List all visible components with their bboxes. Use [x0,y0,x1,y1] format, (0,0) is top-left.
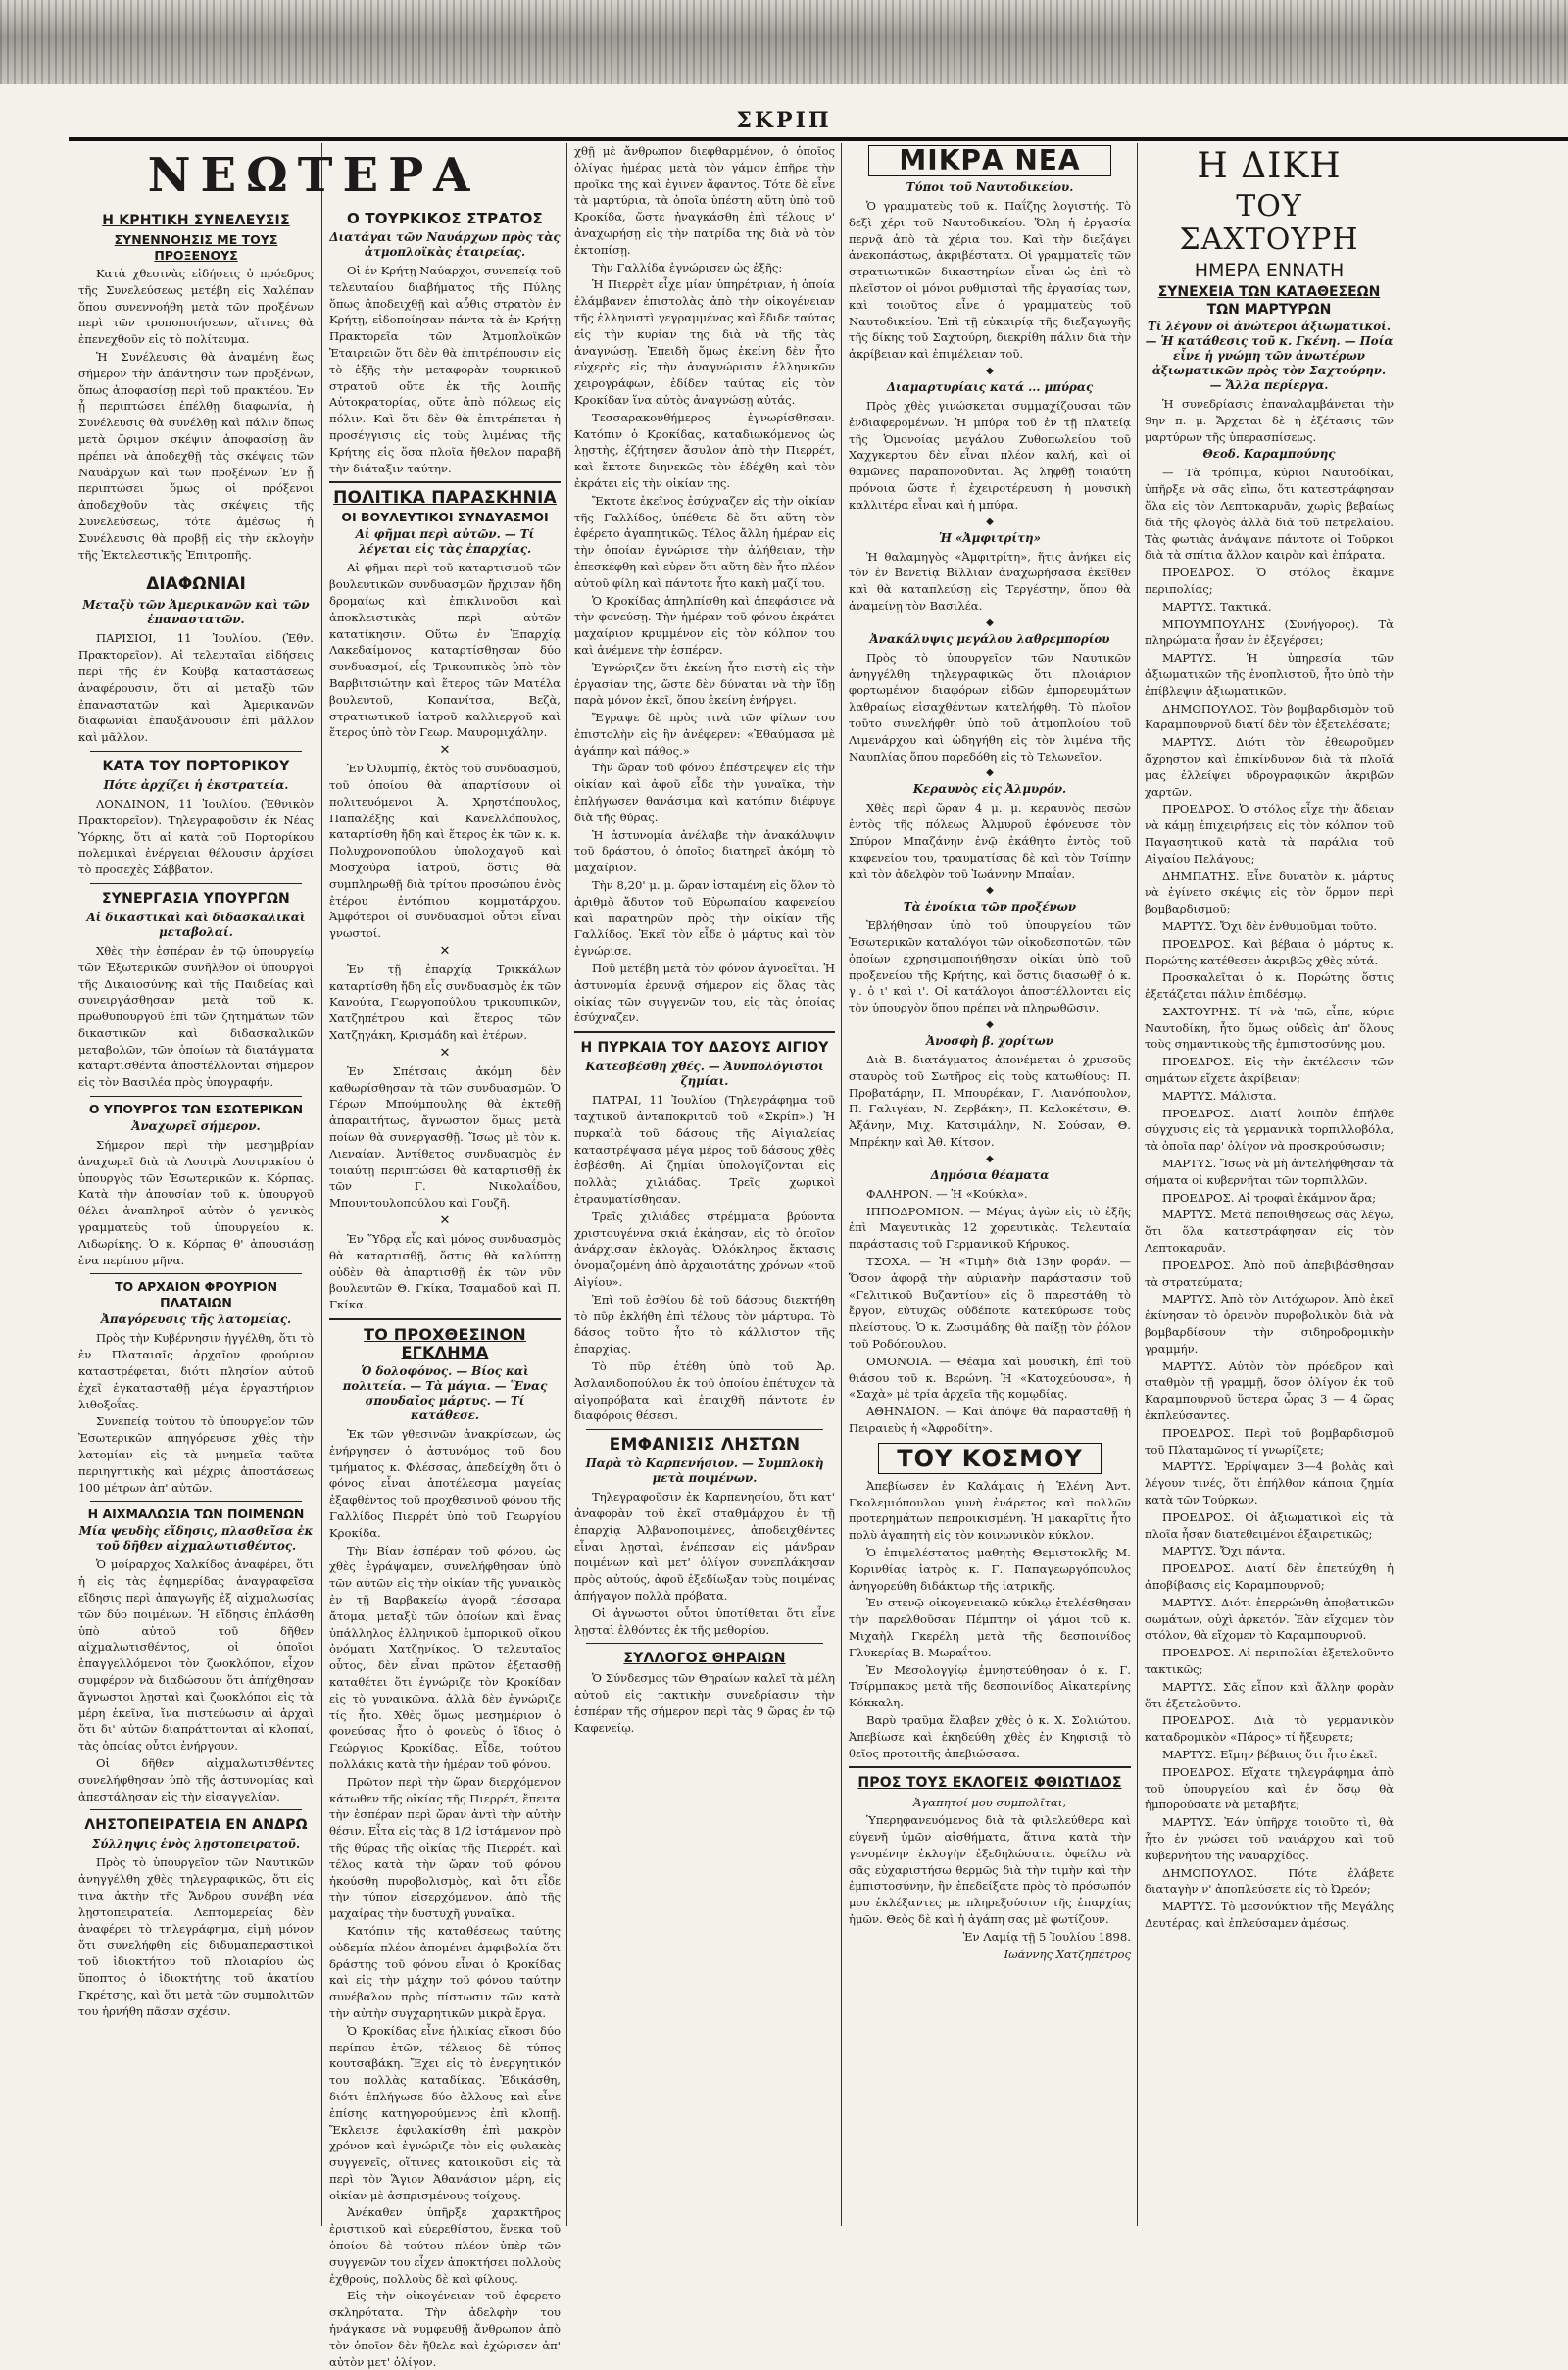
article-text: ΙΠΠΟΔΡΟΜΙΟΝ. — Μέγας ἀγὼν εἰς τὸ ἑξῆς ἐπὶ Μαγευτικὰς 12 χορευτικὰς. Τελευταία παράστασις τοῦ Γερμανικοῦ Κήρυκος. [849,1204,1131,1252]
divider [90,1096,302,1097]
dialogue-line: ΜΑΡΤΥΣ. Εἴμην βέβαιος ὅτι ἦτο ἐκεῖ. [1162,1747,1378,1761]
subhead: Σύλληψις ἑνὸς λῃστοπειρατοῦ. [91,1837,301,1852]
article-text: Ὁ ἐπιμελέστατος μαθητὴς Θεμιστοκλῆς Μ. Κορινθίας ἰατρὸς κ. Γ. Παπαγεωργόπουλος ἀνηγορεύθη διδάκτωρ τῆς ἰατρικῆς. [849,1546,1131,1593]
headline-aigio-forest-fire: Η ΠΥΡΚΑΙΑ ΤΟΥ ΔΑΣΟΥΣ ΑΙΓΙΟΥ [580,1040,829,1057]
separator-diamond-icon: ◆ [986,617,994,628]
subhead: Αἱ δικαστικαὶ καὶ διδασκαλικαὶ μεταβολαί. [86,910,306,939]
article-text: Οἱ ἐν Κρήτῃ Ναύαρχοι, συνεπείᾳ τοῦ τελευταίου διαβήματος τῆς Πύλης ὅπως ἀποδειχθῇ καὶ αὖθις στρατὸν ἐν Κρήτῃ, εἰδοποίησαν πάντα τὰ ἐν Κρήτῃ Πρακτορεῖα τῶν Ἀτμοπλοϊκῶν Ἑταιρειῶν ὅτι δὲν θὰ ἐπιτρέπουσιν εἰς τὸ ἑξῆς τὴν μεταφορὰν τουρκικοῦ στρατοῦ οὔτε ἐκ τῆς λοιπῆς Αὐτοκρατορίας, οὔτε ἀπὸ πόλεως εἰς πόλιν. Καὶ ὅτι δὲν θὰ ἐπιτρέπεται ἡ προσέγγισις εἰς τοὺς λιμένας τῆς Κρήτης εἰς ὅσα πλοῖα ἤθελον παραβῆ τὴν διάταξιν ταύτην. [329,264,561,475]
dialogue-line: ΠΡΟΕΔΡΟΣ. Περὶ τοῦ βομβαρδισμοῦ τοῦ Πλαταμῶνος τί γνωρίζετε; [1145,1425,1394,1457]
article-text: Πρὸς τὴν Κυβέρνησιν ἠγγέλθη, ὅτι τὸ ἐν Πλαταιαῖς ἀρχαῖον φρούριον καταστρέφεται, διότι πλησίον αὐτοῦ ἐχεῖ ἐγκατασταθῇ μέγα ἐργαστήριον λιθοξοΐας. [78,1331,314,1411]
subhead: Δημόσια θέαματα [930,1167,1050,1182]
divider [90,1273,302,1274]
headline-testimony-continued: ΣΥΝΕΧΕΙΑ ΤΩΝ ΚΑΤΑΘΕΣΕΩΝ [1157,284,1381,300]
column-divider [566,143,567,2226]
subhead: Μία ψευδὴς εἴδησις, πλασθεῖσα ἐκ τοῦ δῆθεν αἰχμαλωτισθέντος. [78,1524,314,1554]
dialogue-line: ΔΗΜΟΠΟΥΛΟΣ. Τὸν βομβαρδισμὸν τοῦ Καραμπουρνοῦ διατί δὲν τὸν ἐξετελέσατε; [1145,701,1394,732]
divider [90,1501,302,1502]
headline-interior-minister: Ο ΥΠΟΥΡΓΟΣ ΤΩΝ ΕΣΩΤΕΡΙΚΩΝ [88,1102,304,1117]
dialogue-line: ΠΡΟΕΔΡΟΣ. Οἱ ἀξιωματικοὶ εἰς τὰ πλοῖα ἦσαν διατεθειμένοι ἐξαιρετικῶς; [1145,1509,1394,1541]
column-4 [849,143,1131,2231]
article-text: Ἐν Ὀλυμπίᾳ, ἐκτὸς τοῦ συνδυασμοῦ, τοῦ ὁποίου θὰ ἀπαρτίσουν οἱ πολιτευόμενοι Ἀ. Χρηστόπουλος, Παπαλέξης καὶ Κανελλόπουλος, καταρτίσθη ἤδη καὶ ἕτερος ἐκ τῶν κ. κ. Πολυχρονοπούλου ὑπολοχαγοῦ καὶ Μοσχούρα ἰατροῦ, ὅστις θὰ συμπληρωθῇ διὰ τρίτου προσώπου ἑνὸς ἑτέρου ἐντόπιου κομματάρχου. Ἀμφότεροι οἱ συνδυασμοὶ οὗτοι εἶναι γνωστοί. [329,762,561,941]
dialogue-line: ΠΡΟΕΔΡΟΣ. Διατί λοιπὸν ἐπήλθε σύγχυσις εἰς τὰ γερμανικὰ τορπιλλοβόλα, τὰ ὁποῖα παρ' ὀλίγον νὰ προσκρούσωσιν; [1145,1106,1394,1154]
divider [329,481,561,483]
headline-bandits: ΕΜΦΑΝΙΣΙΣ ΛΗΣΤΩΝ [609,1435,801,1456]
article-text: Αἱ φῆμαι περὶ τοῦ καταρτισμοῦ τῶν βουλευτικῶν συνδυασμῶν ἤρχισαν ἤδη δρομαίως καὶ ἐπικλινοῦσι καὶ ἀποκλειστικὰς περὶ αὐτῶν κατατίκησιν. Οὕτω ἐν Ἐπαρχίᾳ Λακεδαίμονος καταρτίσθησαν δύο συνδυασμοί, εἷς Τρικουπικὸς ὑπὸ τὸν Βαρβιτσιώτην καὶ ἕτερος τῶν Ματέλα βουλευτοῦ, Κοπανίτσα, Βεζὰ, στρατιωτικοῦ ἰατροῦ καλλιεργοῦ καὶ ἕτερος ὑπὸ τὸν Γεωρ. Μαυρομιχάλην. [329,561,561,740]
column-3 [574,143,835,2231]
headline-crime: ΤΟ ΠΡΟΧΘΕΣΙΝΟΝ ΕΓΚΛΗΜΑ [364,1325,526,1362]
letter-greeting: Ἀγαπητοί μου συμπολῖται, [912,1796,1067,1810]
article-text: Ἐπὶ τοῦ ἐσθίου δὲ τοῦ δάσους διεκτήθη τὸ πῦρ ἐκλήθη ἐπὶ τέλους τὸν μάρτυρα. Τὸ δάσος τοῦτο ἦτο τὸ κάλλιστον τῆς ἐπαρχίας. [574,1292,835,1357]
headline-political-backstage: ΠΟΛΙΤΙΚΑ ΠΑΡΑΣΚΗΝΙΑ [333,488,557,509]
headline-piracy-andros: ΛΗΣΤΟΠΕΙΡΑΤΕΙΑ ΕΝ ΑΝΔΡΩ [84,1817,308,1834]
article-text: Συνεπείᾳ τούτου τὸ ὑπουργεῖον τῶν Ἐσωτερικῶν ἀπηγόρευσε χθὲς τὴν λατομίαν εἰς τὰ μνημεῖα ταῦτα περιηγητικὴς καὶ μέχρις ἀποστάσεως 100 μέτρων ἀπ' αὐτῶν. [78,1414,314,1495]
article-text: ΟΜΟΝΟΙΑ. — Θέαμα καὶ μουσικὴ, ἐπὶ τοῦ θιάσου τοῦ κ. Βερώνη. Ἡ «Κατοχεύουσα», ἡ «Σαχὰ» μὲ τρία ἀρχεῖα τῆς κομῳδίας. [849,1354,1131,1402]
article-text: Ποῦ μετέβη μετὰ τὸν φόνον ἀγνοεῖται. Ἡ ἀστυνομία ἐρευνᾷ σήμερον εἰς ὅλας τὰς οἰκίας τῶν συγγενῶν του, εἰς τὰς ὁποίας ἐσύχναζεν. [574,962,835,1025]
dialogue-line: ΜΑΡΤΥΣ. Ἡ ὑπηρεσία τῶν ἀξιωματικῶν τῆς ἐνοπλιστοῦ, ἦτο ὑπὸ τὴν ἐπίβλεψιν ἀξιωματικῶν. [1145,651,1394,698]
subhead: Ἀναχωρεῖ σήμερον. [131,1119,261,1134]
dialogue-line: ΜΑΡΤΥΣ. Αὐτὸν τὸν πρόεδρον καὶ σταθμὸν τῇ γραμμῇ, ὅσον ὀλίγον ἐκ τοῦ Καραμπουρνοῦ ὕστερα ὧρας 3 — 4 ὥρας ἐκπλεύσαντες. [1145,1358,1394,1423]
subhead: Κεραυνὸς εἰς Ἀλμυρόν. [912,782,1067,797]
divider [849,1766,1131,1768]
dialogue-line: ΣΑΧΤΟΥΡΗΣ. Τί νὰ 'πῶ, εἶπε, κύριε Ναυτοδίκη, ἦτο ὅμως οὐδεὶς ἀπ' ὅλους τοὺς σημαντικοὺς τῆς ἐμπιστοσύνης μου. [1145,1004,1394,1052]
article-text: Πρὸς τὸ ὑπουργεῖον τῶν Ναυτικῶν ἀνηγγέλθη χθὲς τηλεγραφικῶς, ὅτι εἰς τινα ἀκτὴν τῆς Ἄνδρου συνέβη νέα λῃστοπειρατεία. Λεπτομερείας δὲν ἀναφέρει τὸ τηλεγράφημα, εἰμὴ μόνον ὅτι συνελήφθη εἰς διδυμαπεραστικοὶ τοῦ ἰδιοκτήτου τοῦ πλοιαρίου ὡς ὕποπτος ὁ ἱδιοκτήτης τοῦ ἀκατίου Γκρέτσης, καὶ ὅτι μετὰ τῶν συμπολιτῶν του ἠρνήθη πᾶσαν σχέσιν. [78,1855,314,2018]
divider [329,1318,561,1320]
article-text: Τὴν Βίαν ἐσπέραν τοῦ φόνου, ὡς χθὲς ἐγράψαμεν, συνελήφθησαν ὑπὸ τῶν αὐτῶν εἰς τὴν οἰκίαν τῆς γυναικὸς ἐν τῇ Βαρβακείῳ ἀγορᾷ τέσσαρα ἄτομα, μεταξὺ τῶν ὁποίων καὶ ἕνας ὑπάλληλος ἐλληνικοῦ ἐμπορικοῦ οἴκου ὀνόματι Χατζηνίκος. Ὁ τελευταῖος οὗτος, δὲν εἶναι πρῶτον ἐξετασθῇ καταθέτει ὅτι ἐγνώριζε τὸν Κροκίδαν εἰς τὸ γυναικῶνα, ἀλλὰ δὲν ἐγνώριζε τίς ἦτο. Χθὲς ὅμως μεσημέριον ὁ φονεύσας ἦτο ὁ φονεὺς ὁ ἴδιος ὁ Γεώργιος Κροκίδας. Εἶδε, τούτου πολλάκις κατὰ τὴν ἡμέραν τοῦ φόνου. [329,1543,561,1771]
article-text: Ἐβλήθησαν ὑπὸ τοῦ ὑπουργείου τῶν Ἐσωτερικῶν καταλόγοι τῶν οἰκοδεσποτῶν, τῶν ὁποίων ἐχρησιμοποιήθησαν οἰκίαι ὑπὸ τοῦ προξενείου τῆς Κρήτης, καὶ ὅστις διασωθῇ ὁ κ. γ'. ὁ ι' καὶ ι'. Οἱ κατάλογοι ἀποστέλλονται εἰς τὸν ὑπουργὸν ὅπου πρέπει νὰ πληρωθῶσιν. [849,918,1131,1015]
article-text: Σήμερον περὶ τὴν μεσημβρίαν ἀναχωρεῖ διὰ τὰ Λουτρὰ Λουτρακίου ὁ ὑπουργὸς τῶν Ἐσωτερικῶν κ. Κόρπας. Κατὰ τὴν ἀπουσίαν τοῦ κ. ὑπουργοῦ θέλει ἀναπληροῖ αὐτὸν ὁ γενικὸς γραμματεὺς τοῦ ὑπουργείου κ. Λιδωρίκης. Ὁ κ. Κόρπας θ' ἀπουσιάσῃ ἐνα περίπου μῆνα. [78,1138,314,1267]
letter-signature: Ἰωάννης Χατζηπέτρος [1003,1947,1131,1961]
subhead: Αἱ φῆμαι περὶ αὐτῶν. — Τί λέγεται εἰς τὰς ἐπαρχίας. [355,527,535,557]
subhead: Μεταξὺ τῶν Ἀμερικανῶν καὶ τῶν ἐπαναστατῶν. [82,598,310,627]
article-text: Τὸ πῦρ ἐτέθη ὑπὸ τοῦ Ἀρ. Ἀσλανιδοπούλου ἐκ τοῦ ὁποίου ἐπέτυχον τὰ αἰγοπρόβατα καὶ ἐπαιχθῆ πάντοτε ἐν διαφόροις θέσεσι. [574,1358,835,1423]
article-text: Τεσσαρακονθήμερος ἐγνωρίσθησαν. Κατόπιν ὁ Κροκίδας, καταδιωκόμενος ὡς λῃστὴς, ἐζήτησεν ἄσυλον ἀπὸ τὴν Πιερρέτ, καὶ ἔκτοτε διηνεκῶς τὸν ἐδέχθη καὶ τὸν ἐκράτει εἰς τὴν οἰκίαν της. [574,410,835,490]
article-text: Ἐκ τῶν γθεσινῶν ἀνακρίσεων, ὡς ἐνήργησεν ὁ ἀστυνόμος τοῦ δου τμήματος κ. Φλέσσας, ἀπεδείχθη ὅτι ὁ φόνος εἶναι ἀποτέλεσμα μαγείας ἐξαφθέντος τοῦ προχθεσινοῦ φόνου τῆς Γαλλίδος Πιερρέτ ὑπὸ τοῦ Γεωργίου Κροκίδα. [329,1427,561,1540]
article-text: Ἐν τῇ ἐπαρχίᾳ Τρικκάλων καταρτίσθη ἤδη εἷς συνδυασμὸς ἐκ τῶν Κανούτα, Γεωργοπούλου τρικουπικῶν, Χατζηπέτρου καὶ ἕτερος τῶν Χατζηγάκη, Κρισμάδη καὶ ἑτέρων. [329,962,561,1043]
article-text: Ὁ γραμματεὺς τοῦ κ. Παΐζης λογιστής. Τὸ δεξὶ χέρι τοῦ Ναυτοδικείου. Ὅλη ἡ ἐργασία περνᾷ ἀπὸ τὰ χέρια του. Καὶ τὴν διεξάγει ἀνεκοπάστως, ἀκριβέστατα. Οἱ γραμματεῖς τῶν στρατιωτικῶν δικαστηρίων εἶναι ὡς ἐπὶ τὸ πλεῖστον οἱ μόνοι ρυθμισταὶ τῆς ἐργασίας των, καὶ τοιοῦτος εἶνε ὁ γραμματεὺς τοῦ Ναυτοδικείου. Ἐπὶ τῇ εὐκαιρίᾳ τῆς διεξαγωγῆς τῆς δίκης τοῦ Σαχτούρη, διεκρίθη πάλιν διὰ τὴν ἀκρίβειαν καὶ ἐπιμέλειαν τοῦ. [849,199,1131,362]
article-text: Ἐν Σπέτσαις ἀκόμη δὲν καθωρίσθησαν τὰ τῶν συνδυασμῶν. Ὁ Γέρων Μπούμπουλης θὰ ἐκτεθῇ ἀπαραιτήτως, ἄγνωστον ὅμως μετὰ ποίων θὰ συνεργασθῇ. Ἴσως μὲ τὸν κ. Λιεναίαν. Ἀντίθετος συνδυασμὸς ἐν τοιαύτῃ περιπτώσει θὰ καταρτισθῇ ἐκ τῶν Γ. Νικολαΐδου, Μπουντουλοπούλου καὶ Γουζῆ. [329,1063,561,1210]
article-text: Τὴν Γαλλίδα ἐγνώρισεν ὡς ἑξῆς: [592,260,783,274]
subhead: Ἡ «Ἀμφιτρίτη» [939,530,1041,545]
headline-plataea-fortress: ΤΟ ΑΡΧΑΙΟΝ ΦΡΟΥΡΙΟΝ ΠΛΑΤΑΙΩΝ [114,1279,278,1310]
subhead: Τί λέγουν οἱ ἀνώτεροι ἀξιωματικοί. — Ἡ κατάθεσις τοῦ κ. Γκένη. — Ποία εἶνε ἡ γνώμη τῶν ἀνωτέρων ἀξιωματικῶν πρὸς τὸν Σαχτούρην. — Ἄλλα περίεργα. [1145,320,1394,392]
headline-witnesses: ΤΩΝ ΜΑΡΤΥΡΩΝ [1206,302,1332,318]
article-text: ΦΑΛΗΡΟΝ. — Ἡ «Κούκλα». [866,1186,1028,1201]
section-title-newest: ΝΕΩΤΕΡΑ [147,148,480,203]
article-text: Ὁ Κροκίδας ἀπηλπίσθη καὶ ἀπεφάσισε νὰ τὴν φονεύσῃ. Τὴν ἡμέραν τοῦ φόνου ἐκράτει μαχαίριον κρυμμένον εἰς τὸν κόλπον του καὶ ἀνέμενε τὴν ἑσπέραν. [574,593,835,657]
headline-therans-society: ΣΥΛΛΟΓΟΣ ΘΗΡΑΙΩΝ [623,1651,786,1667]
dialogue-line: ΜΑΡΤΥΣ. Σᾶς εἶπον καὶ ἄλλην φορὰν ὅτι ἐξετελοῦντο. [1145,1679,1394,1710]
article-text: ΤΣΟΧΑ. — Ἡ «Τιμὴ» διὰ 13ην φοράν. — Ὅσον ἀφορᾷ τὴν αὐριανὴν παράστασιν τοῦ «Γελιτικοῦ Βυζαντίου» εἰς ὃ παρεστάθη τὸ ἔργον, εὐτυχῶς οὐδέποτε κατεκύρωσε τοὺς πλείστους. Ὁ κ. Ζωσιμάδης θὰ παίξῃ τὸν ῥόλον τοῦ Ροδόπουλου. [849,1255,1131,1352]
article-text: Τηλεγραφοῦσιν ἐκ Καρπενησίου, ὅτι κατ' ἀναφορὰν τοῦ ἐκεῖ σταθμάρχου ἐν τῇ ἐπαρχίᾳ Ἀλβανοποιμένες, ἀποδειχθέντες εἶναι λῃσταὶ, ἐνέπεσαν εἰς μάνδραν ποιμένων καὶ μετ' ὀλίγον συνεπλάκησαν πρὸς αὐτούς, ἀφοῦ ἐξεδίωξαν τοὺς ποιμένας ἀπήγαγον πολλὰ πρόβατα. [574,1490,835,1603]
article-text: Ἔγραψε δὲ πρὸς τινὰ τῶν φίλων του ἐπιστολὴν εἰς ἣν ἀνέφερεν: «Ἐθαύμασα μὲ ἀγάπην καὶ πάθος.» [574,711,835,758]
separator-cross-icon: ✕ [439,743,451,759]
dialogue-line: ΠΡΟΕΔΡΟΣ. Ἀπὸ ποῦ ἀπεβιβάσθησαν τὰ στρατεύματα; [1145,1258,1394,1289]
dialogue-line: ΜΑΡΤΥΣ. Μάλιστα. [1162,1088,1277,1103]
column-5 [1145,143,1394,2231]
divider [574,1031,835,1033]
subhead: Διαμαρτυρίαις κατά ... μπύρας [886,379,1094,394]
article-text: Ἡ θαλαμηγὸς «Ἀμφιτρίτη», ἥτις ἀνήκει εἰς τὸν ἐν Βενετίᾳ Βίλλιαν ἀναχωρήσασα ἐκεῖθεν καὶ θὰ καταπλεύσῃ εἰς Τεργέστην, ὅπου θὰ ἀναμείνῃ τὸν Βασιλέα. [849,549,1131,613]
headline-trial: Η ΔΙΚΗ [1197,146,1342,186]
article-text: Ἡ Πιερρὲτ εἶχε μίαν ὑπηρέτριαν, ἡ ὁποία ἐλάμβανεν ἐπιστολὰς ἀπὸ τὴν οἰκογένειαν τῆς ἐλληνιστὶ γεγραμμένας καὶ ἔδιδε ταύτας εἰς τὴν κυρίαν της διὰ νὰ τῆς τὰς ἀναγνώσῃ. Ἐπειδὴ ὅμως ἐκείνη δὲν ἦτο εὐχερὴς εἰς τὴν ἀναγνώρισιν ἑλληνικῶν χειρογράφων, ἐδίδεν ταύτας εἰς τὸν Κροκίδαν ἵνα αὐτὸς ἀναγνώσῃ αὐτάς. [574,277,835,407]
subhead: Παρὰ τὸ Καρπενήσιον. — Συμπλοκὴ μετὰ ποιμένων. [585,1457,824,1486]
column-divider [1137,143,1138,2226]
article-text: Ἐν Ὕδρᾳ εἷς καὶ μόνος συνδυασμὸς θὰ καταρτισθῇ, ὅστις θὰ καλύπτῃ οὐδὲν θὰ ἀπαρτισθῇ ἐκ τῶν νῦν βουλευτῶν Θ. Γκίκα, Τσαμαδοῦ καὶ Π. Γκίκα. [329,1232,561,1312]
letter-date: Ἐν Λαμίᾳ τῇ 5 Ἰουλίου 1898. [962,1929,1131,1944]
column-divider [321,143,322,2226]
article-text: ΠΑΤΡΑΙ, 11 Ἰουλίου (Τηλεγράφημα τοῦ ταχτικοῦ ἀνταποκριτοῦ τοῦ «Σκρίπ».) Ἡ πυρκαϊὰ τοῦ δάσους τῆς Αἰγιαλείας καταστρέψασα μέγα μέρος τοῦ δάσους χθὲς ἐσβέσθη. Αἱ ζημίαι ὑπολογίζονται εἰς πολλὰς χιλιάδας. Τρεῖς χωρικοὶ ἐτραυματίσθησαν. [574,1093,835,1207]
article-text: Χθὲς περὶ ὥραν 4 μ. μ. κεραυνὸς πεσὼν ἐντὸς τῆς πόλεως Ἀλμυροῦ ἐφόνευσε τὸν Σπύρον Μπαζάνην ἐνῷ ἐκάθητο ἐντὸς τοῦ καφενείου του, τραυματίσας δὲ καὶ τὸν Τσίπην καὶ τὸν ἀδελφὸν τοῦ Ἰωάννην Μπαΐαν. [849,801,1131,881]
dialogue-line: ΔΗΜΟΠΟΥΛΟΣ. Πότε ἐλάβετε διαταγὴν ν' ἀποπλεύσετε εἰς τὸ Ὠρεόν; [1145,1865,1394,1897]
article-text: χθῇ μὲ ἄνθρωπον διεφθαρμένον, ὁ ὁποῖος ὀλίγας ἡμέρας μετὰ τὸν γάμον ἐπῆρε τὴν προῖκα της καὶ ἐγινεν ἄφαντος. Τότε δὲ εἶνε τὰ μαρτύρια, τὰ ὁποῖα ὑπέστη αὕτη ὑπὸ τοῦ Κροκίδα, ὥστε ἠναγκάσθη ἐπὶ τέλους ν' ἀναχωρήσῃ εἰς τὴν πατρίδα της διὰ νὰ τὸν ἐκτοπίσῃ. [574,144,835,257]
subhead: Ἀνακάλυψις μεγάλου λαθρεμπορίου [869,631,1110,646]
subhead: Πότε ἀρχίζει ἡ ἐκστρατεία. [103,777,289,792]
headline-society: ΤΟΥ ΚΟΣΜΟΥ [878,1443,1102,1474]
article-text: — Τὰ τρόπιμα, κύριοι Ναυτοδίκαι, ὑπῆρξε νὰ σᾶς εἴπω, ὅτι κατεστράφησαν ὅλα εἰς τὸν Λεπτοκαρυᾶν, χωρὶς βεβαίως διὰ τῆς φλογὸς ἀλλὰ διὰ τοῦ πετρελαίου. Τὰς φωτιὰς ἀνάψανε πάντοτε οἱ Τοῦρκοι διὰ τὰ σπίτια ἄλλον καιρὸν καὶ ἐπάρατα. [1145,466,1394,563]
article-text: ΛΟΝΔΙΝΟΝ, 11 Ἰουλίου. (Ἐθνικὸν Πρακτορεῖον). Τηλεγραφοῦσιν ἐκ Νέας Ὑόρκης, ὅτι αἱ κατὰ τοῦ Πορτορίκου πολεμικαὶ ἐνέργειαι θέλουσιν ἀρχίσει τὸ προσεχὲς Σάββατον. [78,796,314,877]
subhead: Διατάγαι τῶν Ναυάρχων πρὸς τὰς ἀτμοπλοϊκὰς ἑταιρείας. [329,230,561,259]
subhead-consuls: ΣΥΝΕΝΝΟΗΣΙΣ ΜΕ ΤΟΥΣ ΠΡΟΞΕΝΟΥΣ [114,232,278,263]
dialogue-line: ΜΑΡΤΥΣ. Μετὰ πεποιθήσεως σᾶς λέγω, ὅτι ὅλα κατεστράφησαν εἰς τὸν Λεπτοκαρυᾶν. [1145,1208,1394,1256]
separator-cross-icon: ✕ [439,1213,451,1229]
article-text: Ἐν Μεσολογγίῳ ἐμνηστεύθησαν ὁ κ. Γ. Τσίρμπακος μετὰ τῆς δεσποινίδος Αἰκατερίνης Κόκκαλη. [849,1662,1131,1710]
article-text: Χθὲς τὴν ἑσπέραν ἐν τῷ ὑπουργείῳ τῶν Ἐξωτερικῶν συνῆλθον οἱ ὑπουργοὶ τῆς Δικαιοσύνης καὶ τῆς Παιδείας καὶ συνειργάσθησαν μετὰ τοῦ κ. πρωθυπουργοῦ ἐπὶ τῶν ζητημάτων τῶν δικαστικῶν καὶ διδασκαλικῶν μεταβολῶν, τῶν ὁποίων τὰ διατάγματα καταρτισθέντα ἀποστέλλονται σήμερον εἰς τὸν Βασιλέα πρὸς ὑπογραφήν. [78,943,314,1090]
divider [90,1809,302,1810]
article-text: Εἰς τὴν οἰκογένειαν τοῦ ἐφερετο σκληρότατα. Τὴν ἀδελφὴν του ἠνάγκασε νὰ νυμφευθῇ ἄνθρωπον ἀπὸ τὸν ὁποῖον δὲν ἤθελε καὶ ἐχώρισεν ἀπ' αὐτὸν μετ' ὀλίγον. [329,2289,561,2369]
divider [90,883,302,884]
article-text: Ἡ ἀστυνομία ἀνέλαβε τὴν ἀνακάλυψιν τοῦ δράστου, ὁ ὁποῖος διατηρεῖ ἀκόμη τὸ μαχαίριον. [574,827,835,875]
dialogue-line: ΠΡΟΕΔΡΟΣ. Αἱ περιπολίαι ἐξετελοῦντο τακτικῶς; [1145,1646,1394,1676]
subhead: Ὁ δολοφόνος. — Βίος καὶ πολιτεία. — Τὰ μάγια. — Ἕνας σπουδαῖος μάρτυς. — Τί κατάθεσε. [342,1364,548,1423]
column-divider [841,143,842,2226]
column-2 [329,204,561,2369]
dialogue-line: ΜΑΡΤΥΣ. Ὄχι δὲν ἐνθυμοῦμαι τοῦτο. [1162,918,1378,933]
article-text: Ὑπερηφανευόμενος διὰ τὰ φιλελεύθερα καὶ εὐγενῆ ὑμῶν αἰσθήματα, ἅτινα κατὰ τὴν γενομένην ἐκλογὴν ἐξεδηλώσατε, ὀφείλω νὰ σᾶς εὐχαριστήσω θερμῶς διὰ τὴν τιμὴν καὶ τὴν ἐμπιστοσύνην, ἣν ἐπεδείξατε πρὸς τὸ πρόσωπόν μου ἐκλέξαντες με πληρεξούσιον τῆς ἐπαρχίας ἡμῶν. Θεὸς δὲ καὶ ἡ ἀγάπη σας μὲ φωτίζουν. [849,1813,1131,1926]
separator-cross-icon: ✕ [439,1045,451,1061]
dialogue-line: ΠΡΟΕΔΡΟΣ. Εἰς τὴν ἐκτέλεσιν τῶν σημάτων εἴχετε ἀκρίβειαν; [1145,1055,1394,1086]
divider [90,751,302,752]
separator-cross-icon: ✕ [439,943,451,959]
headline-ministers-cooperation: ΣΥΝΕΡΓΑΣΙΑ ΥΠΟΥΡΓΩΝ [102,890,290,907]
dialogue-line: ΠΡΟΕΔΡΟΣ. Διὰ τὸ γερμανικὸν καταδρομικὸν «Πάρος» τί ἤξευρετε; [1145,1713,1394,1745]
dialogue-line: ΜΑΡΤΥΣ. Ἀπὸ τὸν Λιτόχωρον. Ἀπὸ ἐκεῖ ἐκίνησαν τὸ ὀρεινὸν πυροβολικὸν διὰ νὰ βομβαρδίσουν τὴν σιδηροδρομικὴν γραμμήν. [1145,1292,1394,1356]
article-text: Τὴν 8,20' μ. μ. ὥραν ἰσταμένη εἰς ὅλον τὸ ἀριθμὸ ἄδυτον τοῦ Εὐρωπαίου καφενείου καὶ παρατηρῶν πρὸς τὴν οἰκίαν τῆς Γαλλίδος. Ἐκεῖ τὸν εἶδε ὁ μάρτυς καὶ τὸν ἐγνώρισε. [574,878,835,959]
article-text: Οἱ δῆθεν αἰχμαλωτισθέντες συνελήφθησαν ὑπὸ τῆς ἀστυνομίας καὶ ἀπεστάλησαν εἰς τὴν εἰσαγγελίαν. [78,1755,314,1803]
article-text: Ὁ Σύνδεσμος τῶν Θηραίων καλεῖ τὰ μέλη αὐτοῦ εἰς τακτικὴν συνεδρίασιν τὴν ἑσπέραν τῆς σήμερον περὶ τὰς 9 ὥρας ἐν τῷ Καφενείῳ. [574,1671,835,1735]
dialogue-line: ΜΑΡΤΥΣ. Διότι ἐπερρώνθη ἀποβατικῶν σωμάτων, οὐχὶ ἀρκετόν. Ἐὰν εἴχομεν τὸν στόλον, θὰ εἴχομεν τὸ Καραμπουρνοῦ. [1145,1595,1394,1643]
separator-diamond-icon: ◆ [986,516,994,527]
subhead: Τὰ ἐνοίκια τῶν προξένων [903,900,1077,914]
article-text: Πρὸς τὸ ὑπουργεῖον τῶν Ναυτικῶν ἀνηγγέλθη τηλεγραφικῶς ὅτι πλοιάριον φορτωμένον διαφόρων εἰδῶν ἐμπορευμάτων λαθραίως εἰσαχθέντων κατελήφθη. Τὸ πλοῖον τοῦτο συνελήφθη ὑπὸ τοῦ ἀτμοπλοίου τοῦ Λιμενάρχου καὶ ὠδηγήθη εἰς τὸν λιμένα τῆς Ναυπλίας ὅπου παρεδόθη εἰς τὸ Τελωνεῖον. [849,650,1131,764]
headline-porto-rico: ΚΑΤΑ ΤΟΥ ΠΟΡΤΟΡΙΚΟΥ [102,758,290,774]
dialogue-line: ΠΡΟΕΔΡΟΣ. Διατί δὲν ἐπετεύχθη ἡ ἀποβίβασις εἰς Καραμπουρνοῦ; [1145,1561,1394,1592]
dialogue-line: ΠΡΟΕΔΡΟΣ. Ὁ στόλος ἔκαμνε περιπολίας; [1145,566,1394,596]
subhead: Τύποι τοῦ Ναυτοδικείου. [906,180,1074,194]
dialogue-line: ΜΑΡΤΥΣ. Τακτικά. [1162,599,1272,614]
dialogue-line: ΜΠΟΥΜΠΟΥΛΗΣ (Συνήγορος). Τὰ πληρώματα ἦσαν ἐν ἐξεγέρσει; [1145,617,1394,648]
separator-diamond-icon: ◆ [986,1153,994,1164]
subhead: Κατεσβέσθη χθές. — Ἀυνπολόγιστοι ζημίαι. [585,1060,824,1089]
headline-turkish-army: Ο ΤΟΥΡΚΙΚΟΣ ΣΤΡΑΤΟΣ [347,210,543,227]
article-text: ΠΑΡΙΣΙΟΙ, 11 Ἰουλίου. (Ἐθν. Πρακτορεῖον). Αἱ τελευταῖαι εἰδήσεις περὶ τῆς ἐν Κούβᾳ καταστάσεως ἀναφέρουσιν, ὅτι αἱ μεταξὺ τῶν ἐπαναστατῶν καὶ Ἀμερικανῶν διαφωνίαι ἐπαυξάνουσιν ἐπὶ μᾶλλον καὶ μᾶλλον. [78,631,314,745]
article-text: Ἀνέκαθεν ὑπῆρξε χαρακτῆρος ἐριστικοῦ καὶ εὐερεθίστου, ἕνεκα τοῦ ὁποίου δὲ τούτου πλέον ὑπὲρ τῶν συγγενῶν του εἶχεν ἀποκτήσει πολλοὺς ἐχθρούς, πολλοὺς δὲ καὶ φίλους. [329,2205,561,2286]
separator-diamond-icon: ◆ [986,1019,994,1031]
dialogue-line: ΜΑΡΤΥΣ. Ἴσως νὰ μὴ ἀντελήφθησαν τὰ σήματα οἱ κυβερνῆται τῶν τορπιλλῶν. [1145,1157,1394,1187]
article-text: Οἱ ἀγνωστοι οὗτοι ὑποτίθεται ὅτι εἶνε λῃσταὶ ἐλθόντες ἐκ τῆς μεθορίου. [574,1605,835,1637]
separator-diamond-icon: ◆ [986,365,994,376]
article-text: Κατόπιν τῆς καταθέσεως ταύτης οὐδεμία πλέον ἀπομένει ἀμφιβολία ὅτι δράστης τοῦ φόνου εἶναι ὁ Κροκίδας καὶ εἰς τὴν μάχην τοῦ φόνου ταύτην συνέβαλον πρὸς πίστωσιν τῶν κατὰ τὴν αὐτὴν συγχαρητικῶν μικρὰ ἔργα. [329,1923,561,2020]
dialogue-line: ΜΑΡΤΥΣ. Ἐάν ὑπῆρχε τοιοῦτο τὶ, θὰ ἦτο ἐν γνώσει τοῦ ναυάρχου καὶ τοῦ κυβερνήτου τῆς ναυαρχίδος. [1145,1815,1394,1862]
separator-diamond-icon: ◆ [986,767,994,779]
article-text: Τρεῖς χιλιάδες στρέμματα βρύοντα χριστουγέννα σκιά ἐκάησαν, εἰς τὸ ὁποῖον ἀνάρχισαν ἐκλογὰς. Ὀλόκληρος ἔκτασις ὀνομαζομένη ἀπὸ ἀρχαιοτάτης χρόνων «τοῦ Αἰγίου». [574,1209,835,1289]
article-text: Ἐν στενῷ οἰκογενειακῷ κύκλῳ ἐτελέσθησαν τὴν παρελθοῦσαν Πέμπτην οἱ γάμοι τοῦ κ. Μιχαὴλ Γκερέλη μετὰ τῆς δεσποινίδος Γλυκερίας Β. Μωραΐτου. [849,1596,1131,1659]
dialogue-line: ΜΑΡΤΥΣ. Διότι τὸν ἐθεωροῦμεν ἄχρηστον καὶ ἐπικίνδυνον διὰ τὰ πλοῖά μας ἐλλείψει ὑδρογραφικῶν ἀκριβῶν χαρτῶν. [1145,735,1394,799]
dialogue-line: ΠΡΟΕΔΡΟΣ. Αἱ τροφαὶ ἐκάμνον ἄρα; [1162,1190,1377,1205]
article-text: Διὰ Β. διατάγματος ἀπονέμεται ὁ χρυσοῦς σταυρὸς τοῦ Σωτῆρος εἰς τοὺς κατωθίους: Π. Προβατάρην, Π. Μπουρέκαν, Γ. Λιανόπουλον, Π. Γαλιγέαν, Ν. Ζερβάκην, Π. Καλοκέτσιν, Θ. Ἀξάνην, Μιχ. Κατσιμάλην, Ν. Σούσαν, Θ. Μπρέκην καὶ Ἀθ. Κίτσον. [849,1053,1131,1150]
article-text: Τὴν ὥραν τοῦ φόνου ἐπέστρεψεν εἰς τὴν οἰκίαν καὶ ἀφοῦ εἶδε τὴν γυναῖκα, τὴν ἐπλήγωσεν θανάσιμα καὶ κατόπιν διέφυγε διὰ τῆς θύρας. [574,761,835,824]
dialogue-line: Προσκαλεῖται ὁ κ. Πορώτης ὅστις ἐξετάζεται πάλιν ἐπιδέσμῳ. [1145,970,1394,1002]
witness-name: Θεοδ. Καραμπούνης [1202,447,1336,462]
headline-disagreements: ΔΙΑΦΩΝΙΑΙ [146,574,246,595]
headline-sachtouris: ΤΟΥ ΣΑΧΤΟΥΡΗ [1179,189,1359,257]
headline-small-news: ΜΙΚΡΑ ΝΕΑ [868,145,1111,176]
article-text: Πρὸς χθὲς γινώσκεται συμμαχίζουσαι τῶν ἐνδιαφερομένων. Ἡ μπύρα τοῦ ἐν τῇ πλατείᾳ τῆς Ὁμονοίας μεγάλου Ζυθοπωλείου τοῦ Χαχγκερτου δὲν εἶναι πλέον καλή, καὶ οἱ θαμῶνες παραπονοῦνται. Ἀς ληφθῇ τοιαύτη πρόνοια ὥστε ἡ ἐχειροτέρευση ἡ μουσικὴ καλλιτέρα εἶναι καὶ ἡ μπύρα. [849,398,1131,512]
headline-cretan-assembly: Η ΚΡΗΤΙΚΗ ΣΥΝΕΛΕΥΣΙΣ [102,213,290,228]
subhead: Ἀνοσφὴ β. χορίτων [926,1034,1054,1049]
article-text: Ὁ Κροκίδας εἶνε ἡλικίας εἴκοσι δύο περίπου ἐτῶν, τέλειος δὲ τύπος κουτσαβάκη. Ἔχει εἰς τὸ ἐνεργητικόν του πολλὰς καταδίκας. Ἐδικάσθη, διότι ἐπλήγωσε δύο ἄλλους καὶ εἶνε ἐπίσης κατηγορούμενος ἐπὶ κλοπῇ. Ἔκλεισε ἐφυλακίσθη ἐπὶ μακρὸν χρόνον καὶ ἐγνώριζε τὸν εἰς φυλακὰς συγγενεῖς, οἵτινες κατοικοῦσι εἰς τὰ περὶ τὸν Ἅγιον Ἀθανάσιον μέρη, εἰς οἰκίαν μὲ ἀσπρισμένους τοίχους. [329,2023,561,2202]
article-text: Ἡ Συνέλευσις θὰ ἀναμένη ἕως σήμερον τὴν ἀπάντησιν τῶν προξένων, ὅπως ἀποφασίσῃ περὶ τοῦ πρακτέου. Ἐν ᾗ περιπτώσει ἐπέλθῃ διαφωνία, ἡ Συνέλευσις θὰ συνέλθῃ καὶ πάλιν ὅπως μετὰ ὥριμον σκέψιν ἀποφασίσῃ ἂν πρέπει νὰ ἀποδεχθῇ τὰς σκέψεις τῶν Ναυάρχων καὶ τῶν προξένων. Ἐν ᾗ περιπτώσει ὅμως οἱ πρόξενοι ἀποδεχθοῦν τὰς σκέψεις τῆς Συνελεύσεως, τότε ἀμέσως ἡ Συνέλευσις θὰ προβῇ εἰς τὴν ἐκλογὴν τῆς Ἐκτελεστικῆς Ἐπιτροπῆς. [78,349,314,562]
headline-to-phthiotis-voters: ΠΡΟΣ ΤΟΥΣ ΕΚΛΟΓΕΙΣ ΦΘΙΩΤΙΔΟΣ [858,1775,1122,1792]
headline-ninth-day: ΗΜΕΡΑ ΕΝΝΑΤΗ [1194,260,1345,281]
dialogue-line: ΜΑΡΤΥΣ. Τὸ μεσονύκτιον τῆς Μεγάλης Δευτέρας, καὶ ἐπλεύσαμεν ἀμέσως. [1145,1900,1394,1930]
article-text: Πρῶτον περὶ τὴν ὥραν διερχόμενον κάτωθεν τῆς οἰκίας τῆς Πιερρέτ, ἔπειτα τὴν ἑσπέραν περὶ ὥραν ἀντὶ τὴν αὐτὴν θέσιν. Εἶτα εἰς τὰς 8 1/2 ἱστάμενον πρὸ τῆς θύρας τῆς οἰκίας τῆς Πιερρέτ, καὶ τέλος κατὰ τὴν ὥραν τοῦ φόνου ἠκούσθη πυροβολισμὸς, καὶ ὅτι εἶδε τὴν τύπον εἰσερχόμενον, ἀπὸ τῆς μαχαίρας τὴν δυστυχῆ γυναῖκα. [329,1774,561,1921]
dialogue-line: ΔΗΜΠΑΤΗΣ. Εἶνε δυνατὸν κ. μάρτυς νὰ ἐγίνετο σκέψις εἰς τὸν ὅρμον περὶ βομβαρδισμοῦ; [1145,868,1394,916]
masthead-rule [69,137,1568,141]
article-text: Ἐγνώριζεν ὅτι ἐκείνη ἦτο πιστὴ εἰς τὴν ἐργασίαν της, ὥστε δὲν δύναται νὰ τὴν ἴδῃ παρὰ μόνον ἐκεῖ, ὅπου ἐκείνη ἐνήργει. [574,660,835,708]
separator-diamond-icon: ◆ [986,885,994,897]
dialogue-line: ΜΑΡΤΥΣ. Ἐρρίψαμεν 3—4 βολὰς καὶ λέγουν τινές, ὅτι ἐπήλθον κάποια ζημία κατὰ τῶν Τούρκων. [1145,1459,1394,1506]
article-text: Βαρὺ τραῦμα ἔλαβεν χθὲς ὁ κ. Χ. Σολιώτου. Ἀπεβίωσε καὶ ἐκηδεύθη χθὲς ἐν Κηφισιᾷ τὸ θεῖος προτοιτῆς ἀπεβιώσασα. [849,1712,1131,1760]
headline-shepherds-captivity: Η ΑΙΧΜΑΛΩΣΙΑ ΤΩΝ ΠΟΙΜΕΝΩΝ [87,1506,305,1522]
scanned-page-header-band [0,0,1568,84]
article-text: Ἀπεβίωσεν ἐν Καλάμαις ἡ Ἑλένη Ἀντ. Γκολεμιόπουλου γυνὴ ἐνάρετος καὶ πολλῶν προτερημάτων πεπροικισμένη. Ἡ μακαρῖτις ἦτο πολὺ ἀγαπητὴ εἰς τὸν κοινωνικὸν κύκλον. [849,1478,1131,1543]
dialogue-line: ΠΡΟΕΔΡΟΣ. Καὶ βέβαια ὁ μάρτυς κ. Πορώτης κατέθεσεν ἀκριβῶς χθὲς αὐτά. [1145,936,1394,967]
dialogue-line: ΠΡΟΕΔΡΟΣ. Εἴχατε τηλεγράφημα ἀπὸ τοῦ ὑπουργείου καὶ ἐν ὅσῳ θὰ ἠμπορούσατε νὰ μεταβῆτε; [1145,1764,1394,1812]
newspaper-masthead: ΣΚΡΙΠ [736,108,832,133]
divider [586,1643,823,1644]
dialogue-line: ΠΡΟΕΔΡΟΣ. Ὁ στόλος εἶχε τὴν ἄδειαν νὰ κάμῃ ἐπιχειρήσεις εἰς τὸν κόλπον τοῦ Παγασητικοῦ κατὰ τὰ παράλια τοῦ Αἰγαίου Πελάγους; [1145,802,1394,865]
article-text: Ἡ συνεδρίασις ἐπαναλαμβάνεται τὴν 9ην π. μ. Ἄρχεται δὲ ἡ ἐξέτασις τῶν μαρτύρων τῆς ὑπερασπίσεως. [1145,397,1394,444]
article-text: Ὁ μοίραρχος Χαλκίδος ἀναφέρει, ὅτι ἡ εἰς τὰς ἐφημερίδας ἀναγραφεῖσα εἴδησις περὶ ἀπαγωγῆς ἐξ αἰχμαλωσίας τῶν δύο ποιμένων. Ἡ εἴδησις ἐπλάσθη ὑπὸ αὐτοῦ τοῦ δῆθεν αἰχμαλωτισθέντος, οἱ ὁποῖοι ἐπαγγελλόμενοι τὸν ζωοκλόπον, εἶχον συμφέρον νὰ διαδώσουν ὅτι ἀπήχθησαν ἄγνωστοι λῃσταὶ καὶ ζωοκλόποι εἰς τὰ μέρη ἐκεῖνα, ἵνα πιστεύωσιν αἱ ἀρχαὶ ὅτι δι' αὐτῶν διαπράττονται αἱ κλοπαί, τὰς ὁποίας οὗτοι ἐνήργουν. [78,1557,314,1753]
divider [586,1429,823,1430]
subhead: Ἀπαγόρευσις τῆς λατομείας. [100,1312,292,1327]
article-text: Ἔκτοτε ἐκεῖνος ἐσύχναζεν εἰς τὴν οἰκίαν τῆς Γαλλίδος, ὑπέθετε δὲ ὅτι αὕτη τὸν ἐφέρετο ἀγαπητικῶς. Τέλος ἄλλη ἡμέραν εἰς τὴν ὁποίαν ἐγνώρισε τὴν ἀλήθειαν, τὴν ἐπεσκέφθη καὶ εὑρεν ὅτι αὕτη δὲν ἦτο πλέον αὐτοῦ φίλη καὶ πάντοτε ἦτο κακὴ μαζί του. [574,493,835,590]
article-text: ΑΘΗΝΑΙΟΝ. — Καὶ ἀπόψε θὰ παρασταθῇ ἡ Πειραιεὺς ἡ «Ἀφροδίτη». [849,1405,1131,1436]
article-text: Κατὰ χθεσινὰς εἰδήσεις ὁ πρόεδρος τῆς Συνελεύσεως μετέβη εἰς Χαλέπαν ὅπου συνεννοήθη μετὰ τῶν προξένων περὶ τῶν τροποποιήσεων, αἵτινες θὰ ἐπενεχθοῦν εἰς τὸ πολίτευμα. [78,267,314,347]
subhead-parliament-coalitions: ΟΙ ΒΟΥΛΕΥΤΙΚΟΙ ΣΥΝΔΥΑΣΜΟΙ [341,510,549,525]
dialogue-line: ΜΑΡΤΥΣ. Ὄχι πάντα. [1162,1544,1286,1558]
